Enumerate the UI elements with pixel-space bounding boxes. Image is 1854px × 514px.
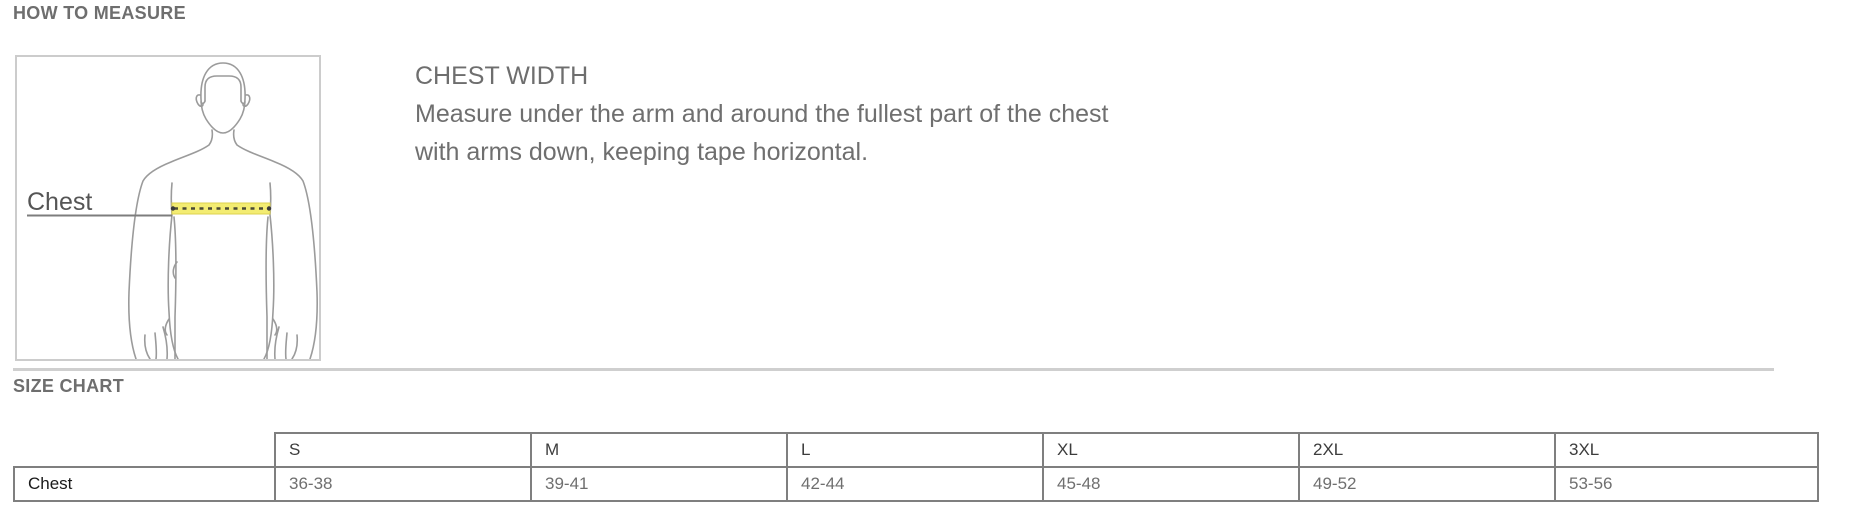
chest-row-label: Chest	[14, 467, 275, 501]
body-outline-illustration	[17, 57, 319, 359]
measuring-tape	[171, 203, 271, 214]
size-chart-header-row	[14, 433, 1818, 467]
measurement-diagram	[15, 55, 321, 361]
chest-value-l: 42-44	[787, 467, 1043, 501]
size-chart-table	[13, 432, 1819, 502]
chest-measurement-row	[14, 467, 1818, 501]
instruction-line-2: with arms down, keeping tape horizontal.	[415, 138, 869, 166]
instruction-heading: CHEST WIDTH	[415, 62, 589, 90]
chest-value-2xl: 49-52	[1299, 467, 1555, 501]
how-to-measure-heading: HOW TO MEASURE	[13, 3, 186, 23]
size-column-header-s: S	[275, 433, 531, 467]
size-chart-blank-cell	[14, 433, 275, 467]
size-column-header-2xl: 2XL	[1299, 433, 1555, 467]
instruction-line-1: Measure under the arm and around the fullest part of the chest	[415, 100, 1109, 128]
chest-diagram-label: Chest	[27, 188, 93, 216]
chest-value-3xl: 53-56	[1555, 467, 1818, 501]
chest-value-s: 36-38	[275, 467, 531, 501]
chest-value-m: 39-41	[531, 467, 787, 501]
section-divider	[13, 368, 1774, 371]
chest-value-xl: 45-48	[1043, 467, 1299, 501]
size-column-header-l: L	[787, 433, 1043, 467]
size-column-header-3xl: 3XL	[1555, 433, 1818, 467]
measurement-instruction	[415, 57, 1115, 171]
size-chart-heading: SIZE CHART	[13, 376, 124, 396]
size-column-header-xl: XL	[1043, 433, 1299, 467]
size-column-header-m: M	[531, 433, 787, 467]
